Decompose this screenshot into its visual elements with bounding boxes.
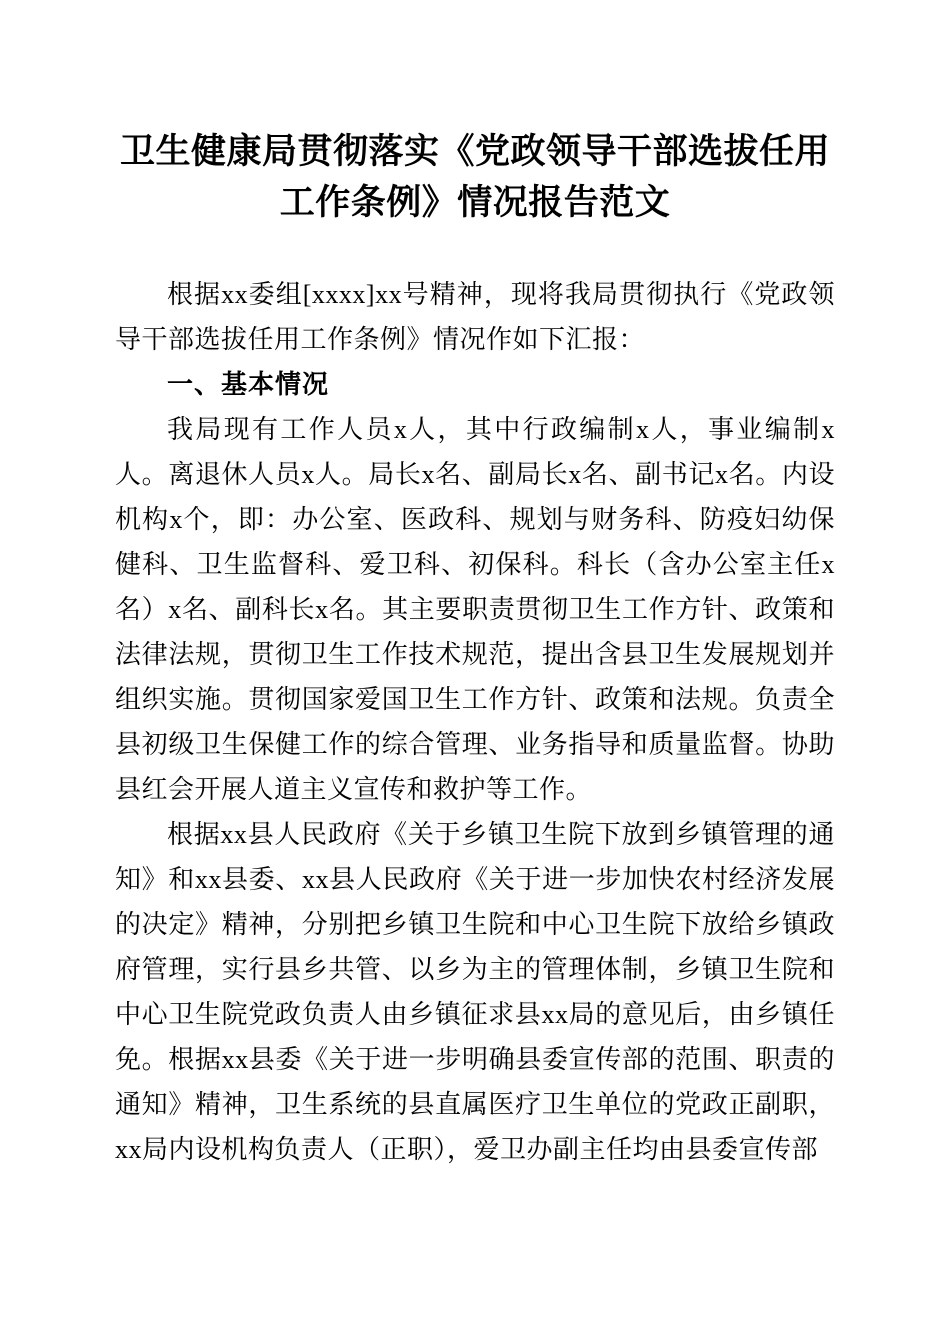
paragraph-staffing-overview: 我局现有工作人员x人，其中行政编制x人，事业编制x人。离退休人员x人。局长x名、副局长x名、副书记x名。内设机构x个，即：办公室、医政科、规划与财务科、防疫妇幼保健科、卫生监督科、爱卫科、初保科。科长（含办公室主任x名）x名、副科长x名。其主要职责贯彻卫生工作方针、政策和法律法规，贯彻卫生工作技术规范，提出含县卫生发展规划并组织实施。贯彻国家爱国卫生工作方针、政策和法规。负责全县初级卫生保健工作的综合管理、业务指导和质量监督。协助县红会开展人道主义宣传和救护等工作。 xyxy=(115,415,835,804)
intro-paragraph: 根据xx委组[xxxx]xx号精神，现将我局贯彻执行《党政领导干部选拔任用工作条例》情况作如下汇报： xyxy=(115,280,835,354)
paragraph-township-hospital-management: 根据xx县人民政府《关于乡镇卫生院下放到乡镇管理的通知》和xx县委、xx县人民政府《关于进一步加快农村经济发展的决定》精神，分别把乡镇卫生院和中心卫生院下放给乡镇政府管理，实行县乡共管、以乡为主的管理体制，乡镇卫生院和中心卫生院党政负责人由乡镇征求县xx局的意见后，由乡镇任免。根据xx县委《关于进一步明确县委宣传部的范围、职责的通知》精神，卫生系统的县直属医疗卫生单位的党政正副职，xx局内设机构负责人（正职），爱卫办副主任均由县委宣传部 xyxy=(115,820,835,1164)
document-title: 卫生健康局贯彻落实《党政领导干部选拔任用工作条例》情况报告范文 xyxy=(119,132,830,222)
section-heading-basic-situation: 一、基本情况 xyxy=(167,369,330,399)
